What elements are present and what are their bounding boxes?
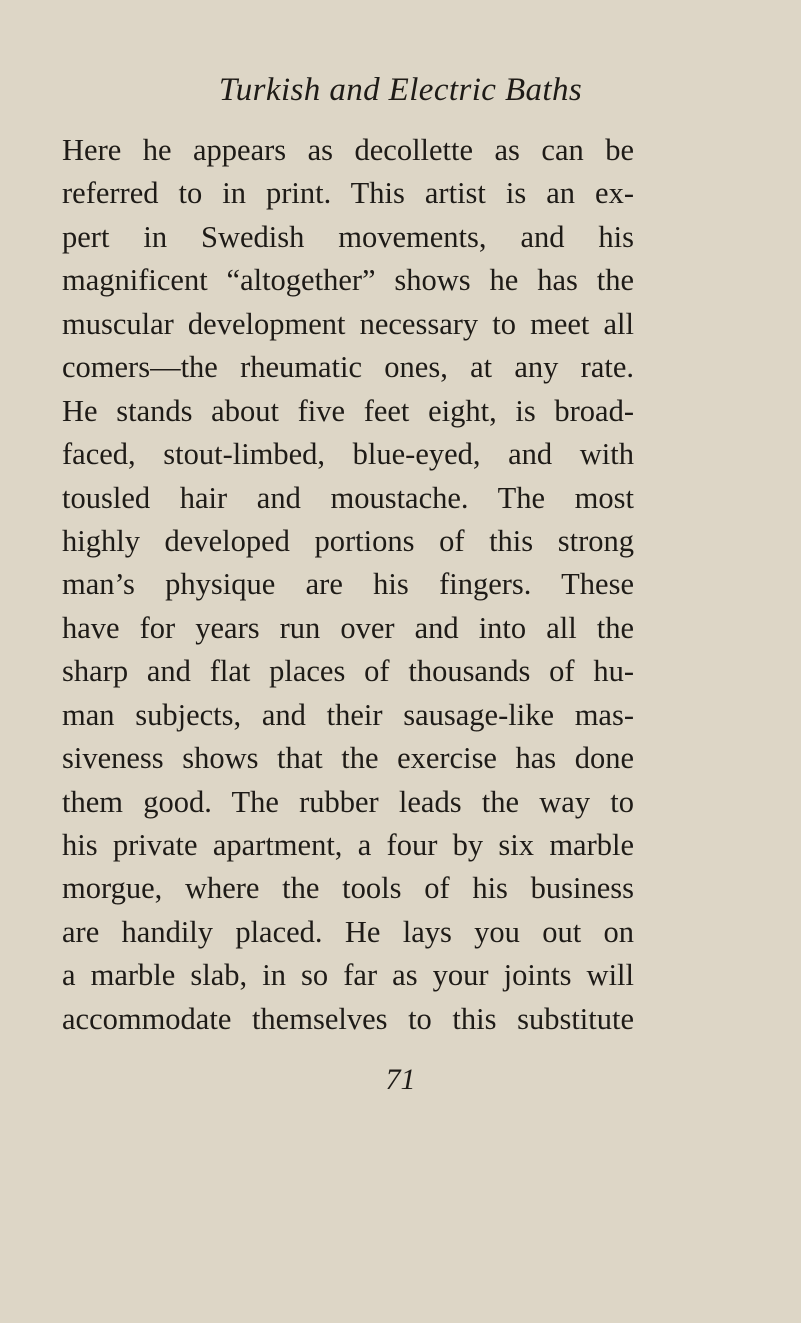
text-line: pert in Swedish movements, and his	[62, 219, 634, 254]
text-line: accommodate themselves to this substitute	[62, 1001, 634, 1036]
text-line: muscular development necessary to meet all	[62, 306, 634, 341]
text-line: referred to in print. This artist is an ex-	[62, 176, 634, 211]
text-line: siveness shows that the exercise has done	[62, 741, 634, 776]
text-line: comers—the rheumatic ones, at any rate.	[62, 350, 634, 385]
text-line: highly developed portions of this strong	[62, 523, 634, 558]
text-line: Here he appears as decollette as can be	[62, 133, 634, 167]
text-line: them good. The rubber leads the way to	[62, 784, 634, 819]
text-line: He stands about five feet eight, is broad-	[62, 393, 634, 428]
text-line: man subjects, and their sausage-like mas-	[62, 697, 634, 732]
text-line: have for years run over and into all the	[62, 610, 634, 645]
text-line: tousled hair and moustache. The most	[62, 480, 634, 515]
text-line: his private apartment, a four by six marble	[62, 828, 634, 862]
text-line: morgue, where the tools of his business	[62, 871, 634, 906]
text-line: faced, stout-limbed, blue-eyed, and with	[62, 437, 634, 472]
text-line: man’s physique are his fingers. These	[62, 567, 634, 602]
page-number: 71	[385, 1063, 416, 1096]
text-line: a marble slab, in so far as your joints will	[62, 958, 634, 993]
text-line: magnificent “altogether” shows he has the	[62, 263, 634, 298]
text-line: sharp and flat places of thousands of hu-	[62, 654, 634, 689]
body-text	[62, 129, 634, 1041]
text-line: are handily placed. He lays you out on	[62, 914, 634, 949]
running-head: Turkish and Electric Baths	[218, 72, 583, 108]
